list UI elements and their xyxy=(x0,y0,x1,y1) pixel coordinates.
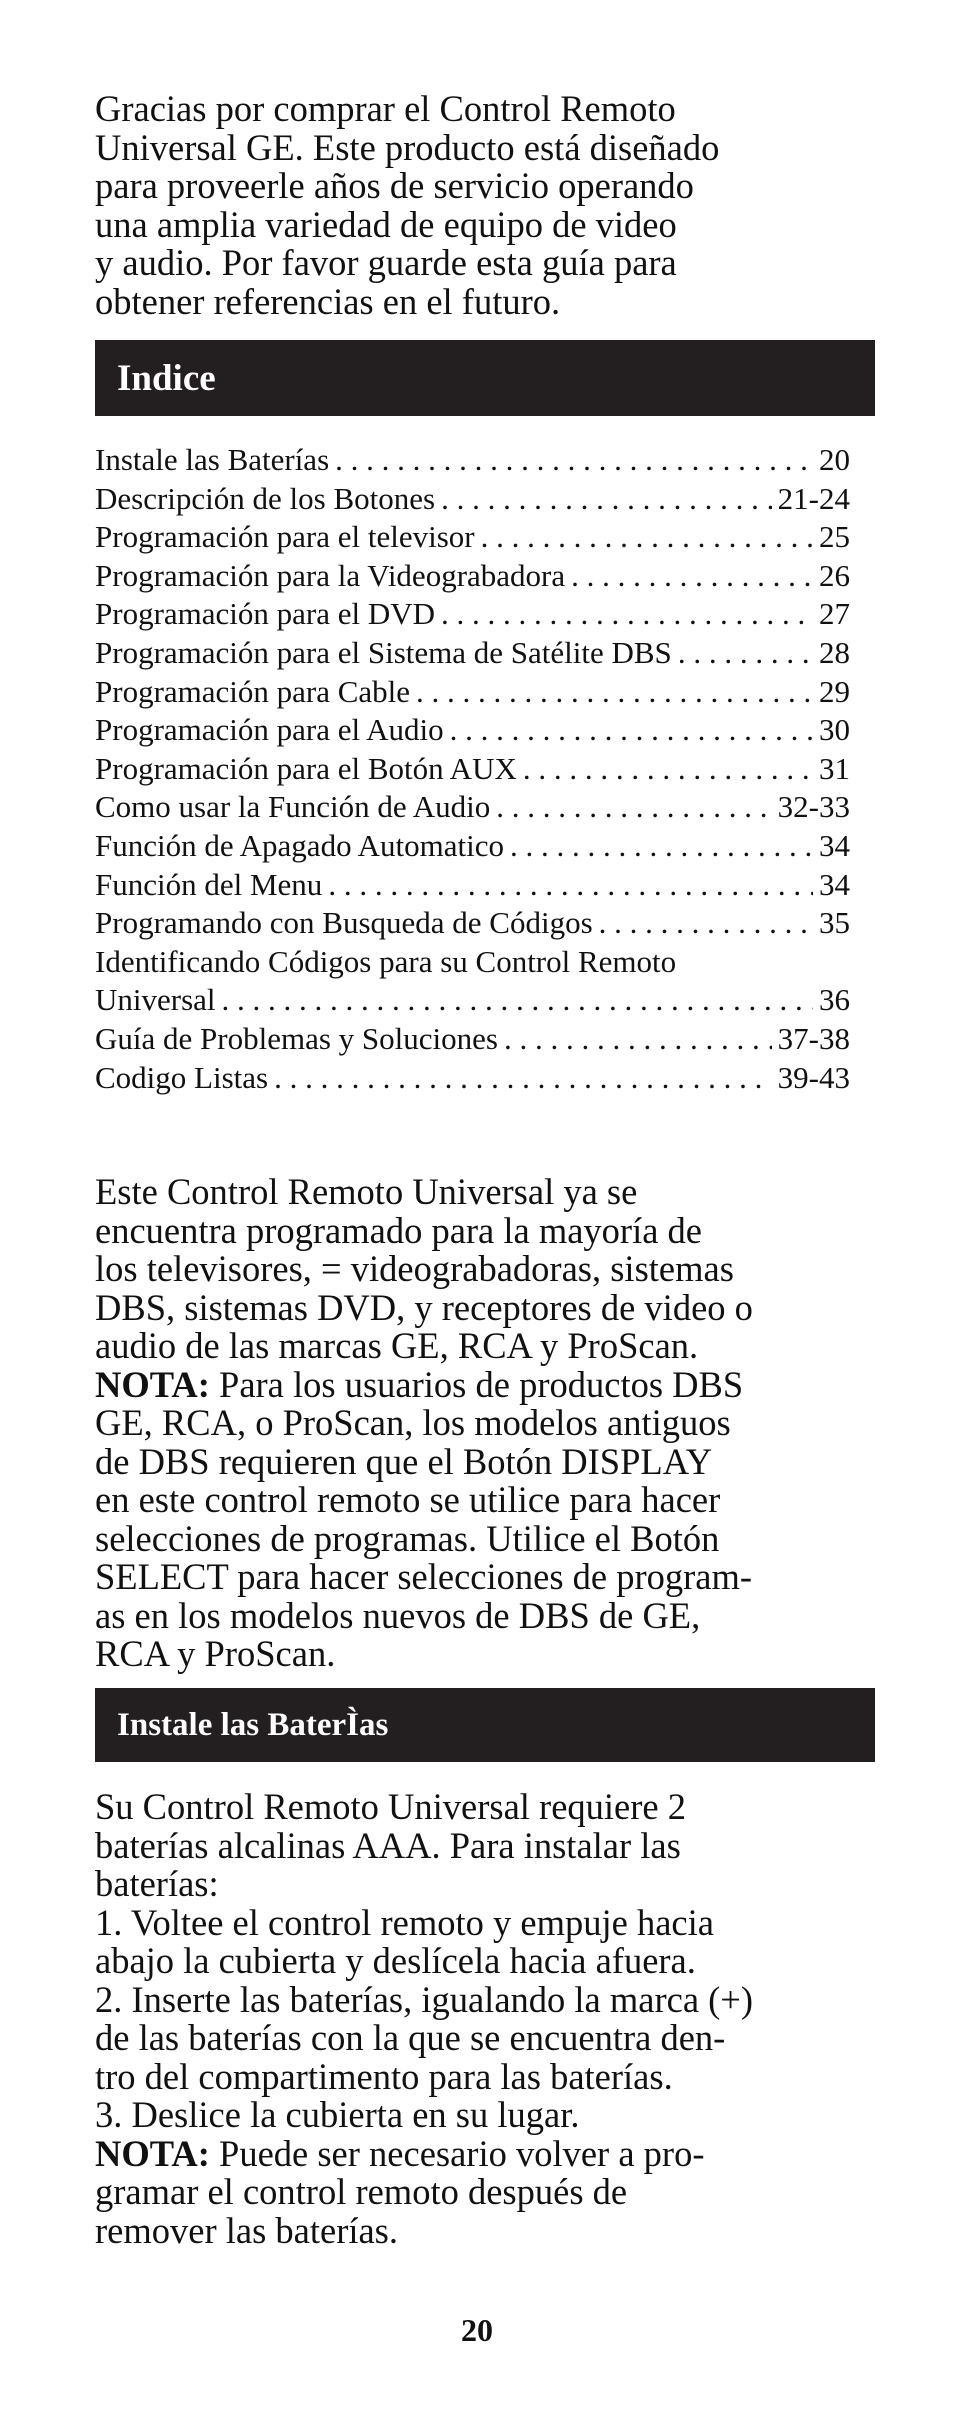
note-label: NOTA: xyxy=(95,2132,210,2174)
toc-entry-title: Programando con Busqueda de Códigos xyxy=(95,905,593,941)
toc-dot-leader xyxy=(678,634,813,673)
toc-entry-title: Programación para el Sistema de Satélite DBS xyxy=(95,634,672,670)
info-note-line: en este control remoto se utilice para hacer xyxy=(95,1479,721,1520)
battery-step-line: abajo la cubierta y deslícela hacia afuera. xyxy=(95,1940,696,1981)
battery-note-line: gramar el control remoto después de xyxy=(95,2171,628,2212)
toc-entry xyxy=(95,634,850,673)
intro-paragraph xyxy=(95,90,885,321)
preprogrammed-info-paragraph xyxy=(95,1173,885,1674)
toc-entry-title: Universal xyxy=(95,982,216,1018)
intro-line: para proveerle años de servicio operando xyxy=(95,165,694,206)
toc-entry-title: Programación para el DVD xyxy=(95,596,436,632)
toc-entry xyxy=(95,441,850,480)
toc-entry xyxy=(95,788,850,827)
batteries-heading: Instale las BaterÌas xyxy=(95,1688,875,1762)
toc-entry-title: Función de Apagado Automatico xyxy=(95,827,504,863)
toc-dot-leader xyxy=(481,518,813,557)
toc-entry xyxy=(95,827,850,866)
toc-entry xyxy=(95,673,850,712)
battery-line: Su Control Remoto Universal requiere 2 xyxy=(95,1786,686,1827)
toc-entry-page: 31 xyxy=(819,750,850,786)
toc-dot-leader xyxy=(450,711,813,750)
toc-entry-title: Guía de Problemas y Soluciones xyxy=(95,1020,498,1056)
toc-entry-title: Programación para el Botón AUX xyxy=(95,750,517,786)
intro-line: una amplia variedad de equipo de video xyxy=(95,203,677,245)
toc-entry xyxy=(95,595,850,634)
toc-entry-title: Programación para el Audio xyxy=(95,712,444,748)
intro-line: y audio. Por favor guarde esta guía para xyxy=(95,242,677,283)
info-note-line: de DBS requieren que el Botón DISPLAY xyxy=(95,1440,713,1482)
toc-dot-leader xyxy=(335,441,813,480)
toc-entry-title: Como usar la Función de Audio xyxy=(95,789,491,825)
info-note-line: selecciones de programas. Utilice el Botón xyxy=(95,1517,720,1559)
toc-entry xyxy=(95,518,850,557)
intro-line: obtener referencias en el futuro. xyxy=(95,280,561,322)
page-number: 20 xyxy=(461,2312,493,2348)
toc-entry-page: 39-43 xyxy=(777,1059,850,1095)
toc-entry xyxy=(95,904,850,943)
info-line: audio de las marcas GE, RCA y ProScan. xyxy=(95,1325,699,1366)
toc-entry-page: 36 xyxy=(819,982,850,1018)
info-note-line: SELECT para hacer selecciones de program- xyxy=(95,1556,753,1597)
toc-dot-leader xyxy=(599,904,813,943)
toc-entry-page: 35 xyxy=(819,905,850,941)
toc-entry-title: Instale las Baterías xyxy=(95,442,330,477)
toc-entry-page: 21-24 xyxy=(777,480,850,516)
toc-dot-leader xyxy=(416,673,813,712)
toc-dot-leader xyxy=(441,480,772,519)
toc-entry-title: Programación para la Videograbadora xyxy=(95,557,566,593)
toc-dot-leader xyxy=(504,1020,772,1059)
toc-entry-page: 28 xyxy=(819,634,850,670)
toc-entry-page: 37-38 xyxy=(777,1020,850,1056)
battery-note-line xyxy=(95,2132,885,2174)
toc-entry-title: Función del Menu xyxy=(95,866,323,902)
toc-entry-page: 29 xyxy=(819,673,850,709)
toc-entry-page: 32-33 xyxy=(777,789,850,825)
toc-entry xyxy=(95,981,850,1020)
batteries-paragraph xyxy=(95,1788,885,2250)
battery-line: baterías: xyxy=(95,1863,219,1904)
note-text: Para los usuarios de productos DBS xyxy=(209,1363,744,1405)
toc-dot-leader xyxy=(510,827,813,866)
note-label: NOTA: xyxy=(95,1363,210,1405)
toc-entry xyxy=(95,1059,850,1098)
toc-dot-leader xyxy=(274,1059,772,1098)
battery-step-line: de las baterías con la que se encuentra den- xyxy=(95,2017,726,2058)
battery-step-line: 1. Voltee el control remoto y empuje hacia xyxy=(95,1901,714,1943)
toc-dot-leader xyxy=(441,595,813,634)
battery-step-line: 3. Deslice la cubierta en su lugar. xyxy=(95,2094,580,2135)
table-of-contents xyxy=(95,441,850,1097)
toc-entry-page: 27 xyxy=(819,596,850,632)
toc-entry-title: Codigo Listas xyxy=(95,1059,269,1095)
toc-entry-page: 26 xyxy=(819,557,850,593)
toc-entry-page: 20 xyxy=(819,442,850,477)
battery-step-line: 2. Inserte las baterías, igualando la marca (+) xyxy=(95,1978,754,2020)
toc-entry-page: 34 xyxy=(819,827,850,863)
toc-entry-page: 25 xyxy=(819,519,850,555)
toc-entry-title: Programación para el televisor xyxy=(95,519,475,555)
info-note-line: RCA y ProScan. xyxy=(95,1633,336,1674)
battery-step-line: tro del compartimento para las baterías. xyxy=(95,2055,673,2097)
info-note-line: as en los modelos nuevos de DBS de GE, xyxy=(95,1594,701,1636)
toc-entry-page: 30 xyxy=(819,712,850,748)
info-line: encuentra programado para la mayoría de xyxy=(95,1209,703,1251)
info-line: los televisores, = videograbadoras, sistemas xyxy=(95,1248,734,1289)
intro-line: Gracias por comprar el Control Remoto xyxy=(95,88,676,129)
toc-entry-title: Identificando Códigos para su Control Remoto xyxy=(95,943,677,979)
info-note-line: GE, RCA, o ProScan, los modelos antiguos xyxy=(95,1402,731,1443)
toc-entry xyxy=(95,557,850,596)
index-heading: Indice xyxy=(95,340,875,416)
toc-entry xyxy=(95,866,850,905)
toc-entry xyxy=(95,711,850,750)
toc-dot-leader xyxy=(222,981,813,1020)
info-line: DBS, sistemas DVD, y receptores de video o xyxy=(95,1286,753,1328)
toc-dot-leader xyxy=(571,557,813,596)
toc-entry xyxy=(95,943,850,982)
toc-dot-leader xyxy=(523,750,813,789)
toc-dot-leader xyxy=(328,866,813,905)
info-line: Este Control Remoto Universal ya se xyxy=(95,1171,638,1212)
toc-entry-title: Programación para Cable xyxy=(95,673,411,709)
toc-entry xyxy=(95,750,850,789)
toc-entry-title: Descripción de los Botones xyxy=(95,480,436,516)
info-note-line xyxy=(95,1363,885,1405)
toc-entry-page: 34 xyxy=(819,866,850,902)
note-text: Puede ser necesario volver a pro- xyxy=(209,2132,705,2174)
toc-entry xyxy=(95,480,850,519)
battery-note-line: remover las baterías. xyxy=(95,2209,399,2251)
toc-entry xyxy=(95,1020,850,1059)
toc-dot-leader xyxy=(496,788,771,827)
battery-line: baterías alcalinas AAA. Para instalar las xyxy=(95,1824,681,1866)
intro-line: Universal GE. Este producto está diseñado xyxy=(95,126,720,168)
